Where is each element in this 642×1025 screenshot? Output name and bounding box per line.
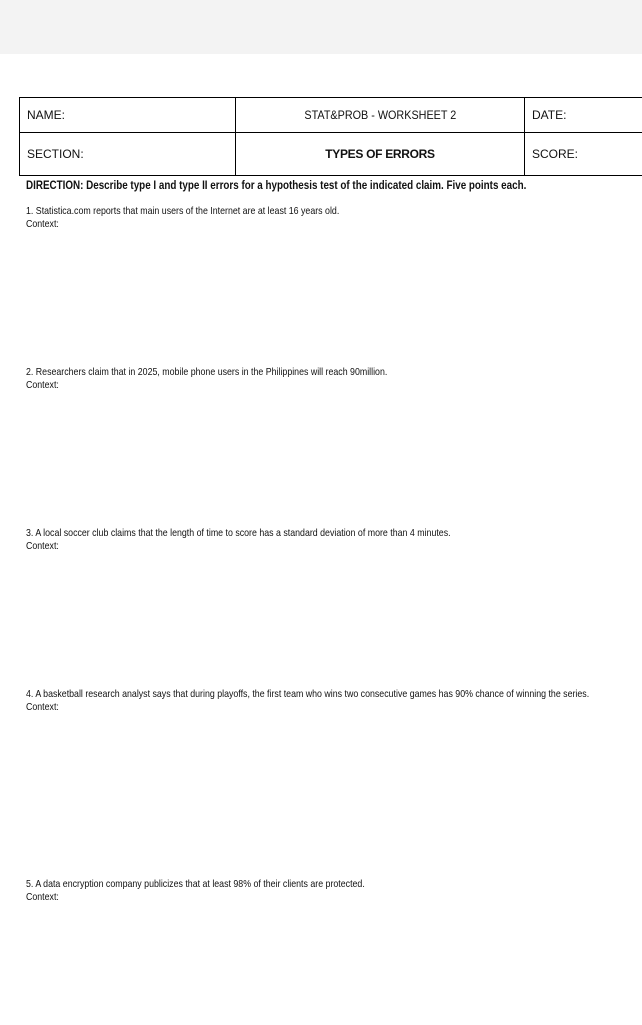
question-text: 3. A local soccer club claims that the length of time to score has a standard deviation of more than 4 minutes.	[26, 527, 451, 539]
section-field-label: SECTION:	[20, 133, 236, 176]
question-text: 1. Statistica.com reports that main users of the Internet are at least 16 years old.	[26, 205, 340, 217]
topic-title-text: TYPES OF ERRORS	[325, 147, 435, 161]
top-toolbar-area	[0, 0, 642, 54]
context-label: Context:	[26, 218, 59, 230]
date-field-label: DATE:	[525, 98, 642, 133]
context-label: Context:	[26, 701, 59, 713]
context-label: Context:	[26, 379, 59, 391]
question-5	[26, 878, 365, 904]
question-4	[26, 688, 589, 714]
question-text: 4. A basketball research analyst says that during playoffs, the first team who wins two consecutive games has 90% chance of winning the series.	[26, 688, 590, 700]
question-2	[26, 366, 387, 392]
worksheet-title	[236, 98, 525, 133]
direction-text: DIRECTION: Describe type I and type II errors for a hypothesis test of the indicated claim. Five points each.	[26, 178, 527, 192]
question-text: 2. Researchers claim that in 2025, mobile phone users in the Philippines will reach 90million.	[26, 366, 388, 378]
question-3	[26, 527, 451, 553]
topic-title	[236, 133, 525, 176]
question-1	[26, 205, 339, 231]
name-field-label: NAME:	[20, 98, 236, 133]
worksheet-title-text: STAT&PROB - WORKSHEET 2	[304, 108, 456, 122]
score-field-label: SCORE:	[525, 133, 642, 176]
question-text: 5. A data encryption company publicizes that at least 98% of their clients are protected.	[26, 878, 365, 890]
context-label: Context:	[26, 540, 59, 552]
worksheet-header-table	[19, 97, 642, 176]
context-label: Context:	[26, 891, 59, 903]
